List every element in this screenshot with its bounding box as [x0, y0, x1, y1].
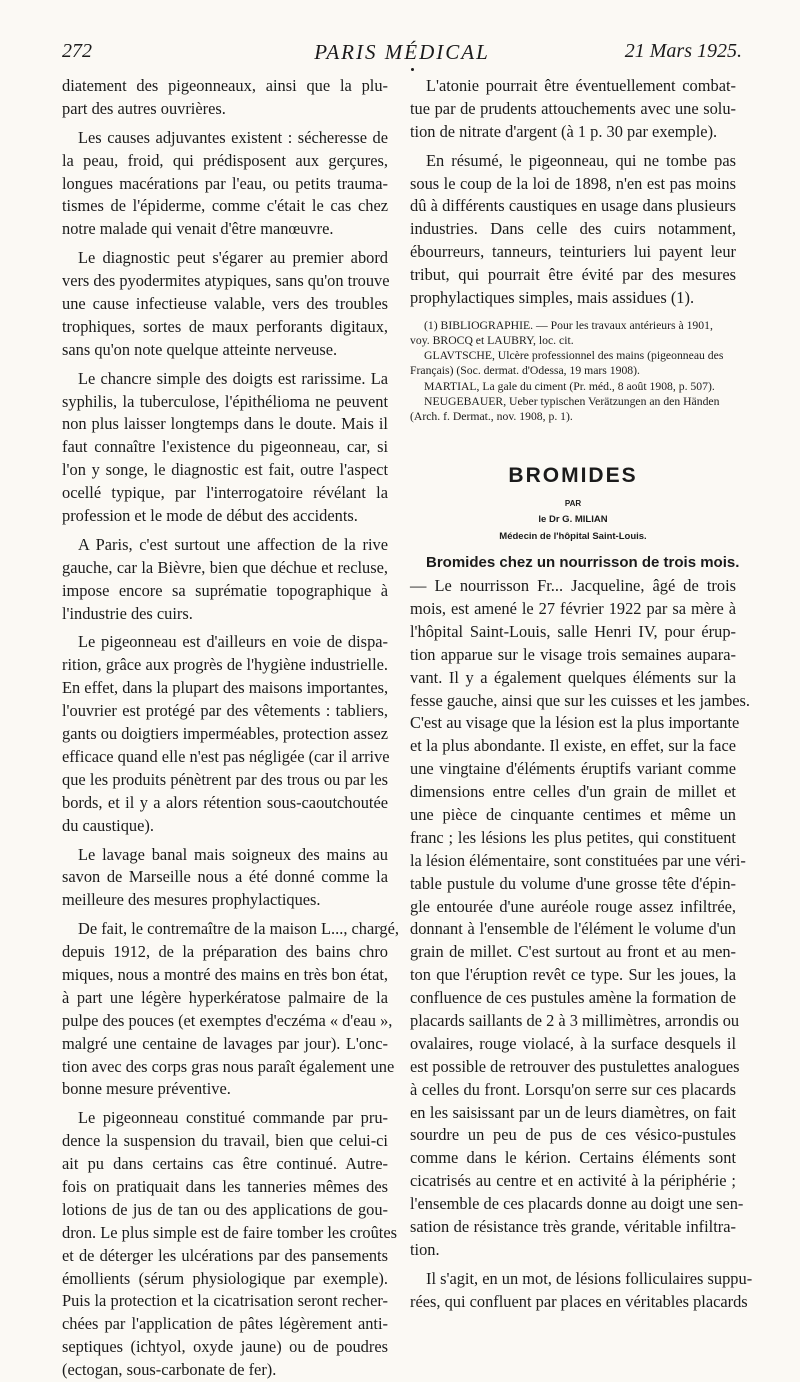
text-line: syphilis, la tuberculose, l'épithélioma ne peuvent: [62, 391, 388, 411]
paragraph: [62, 631, 388, 837]
case-heading: Bromides chez un nourrisson de trois mois.: [426, 554, 740, 572]
text-line: Le pigeonneau constitué commande par pru-: [78, 1108, 388, 1128]
text-line: tismes de l'épiderme, comme c'était le cas chez: [62, 196, 388, 216]
text-line: impose encore sa suprématie topographique à: [62, 580, 388, 600]
text-line: sation de résistance très grande, véritable infiltra-: [410, 1217, 736, 1237]
text-line: que les produits pénètrent par des trous ou par les: [62, 769, 388, 789]
text-line: L'atonie pourrait être éventuellement combat-: [426, 76, 736, 95]
article-affiliation: Médecin de l'hôpital Saint-Louis.: [499, 531, 647, 543]
text-line: ovalaires, rouge violacé, à la surface desquels il: [410, 1033, 736, 1053]
text-line: savon de Marseille nous a été donné comme la: [62, 867, 388, 887]
text-line: du caustique).: [62, 815, 154, 835]
text-line: dron. Le plus simple est de faire tomber les croûtes: [62, 1222, 397, 1242]
text-line: l'ouvrier est protégé par des vêtements : tabliers,: [62, 701, 388, 721]
text-line: l'hôpital Saint-Louis, salle Henri IV, pour érup-: [410, 621, 736, 641]
text-line: Il s'agit, en un mot, de lésions folliculaires suppu-: [426, 1268, 753, 1288]
text-line: table pustule du volume d'une grosse tête d'épin-: [410, 873, 736, 893]
paragraph: [62, 368, 388, 528]
text-line: gants ou doigtiers imperméables, protection assez: [62, 724, 388, 744]
text-line: une vingtaine d'éléments éruptifs variant comme: [410, 759, 736, 779]
footnote-line: voy. BROCQ et LAUBRY, loc. cit.: [410, 334, 574, 348]
text-line: prophylactiques simples, mais assidues (1).: [410, 288, 695, 308]
footnote-line: Français) (Soc. dermat. d'Odessa, 19 mars 1908).: [410, 364, 640, 378]
text-line: en les saisissant par un de leurs diamètres, on fait: [410, 1102, 736, 1122]
text-line: rition, grâce aux progrès de l'hygiène industrielle.: [62, 655, 388, 675]
text-line: vers des pyodermites atypiques, sans qu'on trouve: [62, 271, 390, 291]
footnote-line: MARTIAL, La gale du ciment (Pr. méd., 8 août 1908, p. 507).: [424, 379, 715, 393]
text-line: dimensions entre celles d'un grain de millet et: [410, 782, 736, 802]
text-line: gle entourée d'une auréole rouge assez infiltrée,: [410, 896, 736, 916]
text-line: est possible de retrouver des pustulettes analogues: [410, 1056, 740, 1076]
page-number: 272: [62, 40, 92, 62]
text-line: A Paris, c'est surtout une affection de la rive: [78, 534, 388, 554]
text-line: meilleure des mesures prophylactiques.: [62, 890, 321, 910]
text-line: miques, nous a montré des mains en très bon état,: [62, 964, 388, 984]
issue-date: 21 Mars 1925.: [624, 40, 742, 62]
text-line: l'ensemble de ces placards donne au doigt une sen-: [410, 1194, 744, 1214]
text-line: profession et le mode de début des accidents.: [62, 506, 358, 526]
print-dot: [411, 68, 414, 71]
journal-title: PARIS MÉDICAL: [314, 40, 490, 64]
text-line: non plus laisser longtemps dans le doute. Mais il: [62, 414, 388, 434]
text-line: sourdre un peu de pus de ces vésico-pustules: [410, 1125, 736, 1145]
text-line: comme dans le kérion. Certains éléments sont: [410, 1148, 736, 1168]
text-line: franc ; les lésions les plus petites, qui constituent: [410, 827, 736, 847]
text-line: fois on pratiquait dans les tanneries mêmes des: [62, 1176, 388, 1196]
text-line: ton que l'éruption revêt ce type. Sur les joues, la: [410, 965, 736, 985]
text-line: grain de millet. C'est surtout au front et au men-: [410, 942, 736, 962]
text-line: Le pigeonneau est d'ailleurs en voie de dispa-: [78, 632, 388, 652]
text-line: une pièce de cinquante centimes et même un: [410, 805, 736, 825]
text-line: une cause infectieuse valable, vers des troubles: [62, 294, 388, 314]
footnote-line: NEUGEBAUER, Ueber typischen Verätzungen an den Händen: [424, 394, 720, 408]
text-line: tion de nitrate d'argent (à 1 p. 30 par exemple).: [410, 121, 718, 141]
text-line: longues macérations par l'eau, ou petits trauma-: [62, 173, 388, 193]
paragraph: [410, 552, 751, 1262]
text-line: part des autres ouvrières.: [62, 98, 226, 118]
text-line: Les causes adjuvantes existent : sécheresse de: [78, 127, 388, 147]
text-line: — Le nourrisson Fr... Jacqueline, âgé de trois: [410, 576, 736, 596]
right-column: [410, 75, 753, 1314]
text-line: et de déterger les ulcérations par des pansements: [62, 1245, 388, 1265]
text-line: cicatrisés au centre et en activité à la périphérie ;: [410, 1171, 736, 1191]
text-line: (ectogan, sous-carbonate de fer).: [62, 1360, 277, 1380]
text-line: ébourreurs, tanneurs, teinturiers lui payent leur: [410, 242, 736, 262]
left-column: [62, 75, 400, 1382]
footnote-line: (Arch. f. Dermat., nov. 1908, p. 1).: [410, 410, 573, 424]
text-line: De fait, le contremaître de la maison L..., chargé,: [78, 919, 400, 939]
text-line: lotions de jus de tan ou des applications de gou-: [62, 1199, 388, 1219]
text-line: fesse gauche, ainsi que sur les cuisses et les jambes.: [410, 690, 751, 710]
text-line: Puis la protection et la cicatrisation seront recher-: [62, 1291, 388, 1311]
text-line: l'on y songe, le diagnostic est fait, outre l'aspect: [62, 460, 388, 480]
footnotes: [410, 318, 736, 424]
text-line: dence la suspension du travail, bien que celui-ci: [62, 1131, 388, 1151]
paragraph: [62, 75, 388, 121]
text-line: chées par l'application de pâtes légèrement anti-: [62, 1314, 388, 1334]
text-line: l'industrie des cuirs.: [62, 603, 193, 623]
text-line: bords, et il y a alors rétention sous-caoutchoutée: [62, 792, 388, 812]
paragraph: [62, 1107, 397, 1382]
text-line: C'est au visage que la lésion est la plus importante: [410, 713, 740, 733]
text-line: tion.: [410, 1239, 440, 1259]
text-line: tribut, qui pourrait être évité par des mesures: [410, 265, 736, 285]
paragraph: [62, 247, 388, 361]
text-line: mois, est amené le 27 février 1922 par sa mère à: [410, 599, 736, 618]
text-line: malgré une centaine de lavages par jour). L'onc-: [62, 1033, 388, 1053]
text-line: septiques (ichtyol, oxyde jaune) ou de poudres: [62, 1337, 388, 1357]
text-line: Le lavage banal mais soigneux des mains au: [78, 844, 388, 864]
text-line: diatement des pigeonneaux, ainsi que la plu-: [62, 76, 388, 95]
text-line: rées, qui confluent par places en véritables placards: [410, 1291, 748, 1311]
text-line: En effet, dans la plupart des maisons importantes,: [62, 678, 389, 698]
paragraph: [62, 127, 388, 241]
paragraph: [410, 150, 736, 310]
text-line: efficace quand elle n'est pas négligée (car il arrive: [62, 746, 390, 766]
article-byline-par: PAR: [564, 499, 582, 509]
text-line: la peau, froid, qui prédisposent aux gerçures,: [62, 150, 388, 170]
text-line: Le diagnostic peut s'égarer au premier abord: [78, 248, 388, 268]
text-line: Le chancre simple des doigts est rarissime. La: [78, 368, 388, 388]
text-line: faut connaître l'existence du pigeonneau, car, si: [62, 437, 388, 457]
text-line: émollients (sérum physiologique par exemple).: [62, 1268, 388, 1288]
text-line: gauche, car la Bièvre, bien que déchue et recluse,: [62, 557, 388, 577]
text-line: donnant à l'ensemble de l'élément le volume d'un: [410, 919, 736, 939]
text-line: la lésion élémentaire, sont constituées par une véri-: [410, 850, 746, 870]
text-line: ocellé typique, par l'interrogatoire révélant la: [62, 483, 388, 503]
text-line: à part une légère hyperkératose palmaire de la: [62, 987, 388, 1007]
paragraph: [410, 1268, 753, 1314]
text-line: depuis 1912, de la préparation des bains chro: [62, 942, 388, 962]
text-line: dû à différents caustiques en usage dans plusieurs: [410, 196, 736, 216]
text-line: pulpe des pouces (et exemptes d'eczéma « d'eau »,: [62, 1010, 393, 1030]
text-line: sous le coup de la loi de 1898, n'en est pas moins: [410, 173, 736, 193]
paragraph: [410, 75, 736, 144]
text-line: ait pu dans certains cas être continué. Autre-: [62, 1154, 388, 1174]
text-line: et la plus abondante. Il existe, en effet, sur la face: [410, 736, 736, 756]
article-title: BROMIDES: [508, 464, 638, 488]
text-line: bonne mesure préventive.: [62, 1079, 231, 1099]
text-line: tion avec des corps gras nous paraît également une: [62, 1056, 395, 1076]
text-line: trophiques, sortes de maux perforants digitaux,: [62, 316, 388, 336]
text-line: tion apparue sur le visage trois semaines aupara-: [410, 644, 736, 664]
text-line: En résumé, le pigeonneau, qui ne tombe pas: [426, 150, 736, 170]
text-line: placards saillants de 2 à 3 millimètres, arrondis ou: [410, 1011, 740, 1031]
paragraph: [62, 844, 388, 913]
text-line: vant. Il y a également quelques éléments sur la: [410, 667, 736, 687]
text-line: à celles du front. Lorsqu'on serre sur ces placards: [410, 1079, 736, 1099]
text-line: confluence de ces pustules amène la formation de: [410, 988, 736, 1008]
text-line: tue par de prudents attouchements avec une solu-: [410, 98, 736, 118]
paragraph: [62, 534, 388, 626]
footnote-line: (1) BIBLIOGRAPHIE. — Pour les travaux antérieurs à 1901,: [424, 318, 713, 332]
text-line: industries. Dans celle des cuirs notamment,: [410, 219, 736, 239]
paragraph: [62, 918, 400, 1101]
page-header: [62, 40, 742, 70]
text-line: notre malade qui venait d'être manœuvre.: [62, 219, 334, 239]
footnote-line: GLAVTSCHE, Ulcère professionnel des mains (pigeonneau des: [424, 349, 724, 363]
article-author: le Dr G. MILIAN: [538, 514, 608, 526]
text-line: sans qu'on note quelque atteinte nerveuse.: [62, 339, 338, 359]
